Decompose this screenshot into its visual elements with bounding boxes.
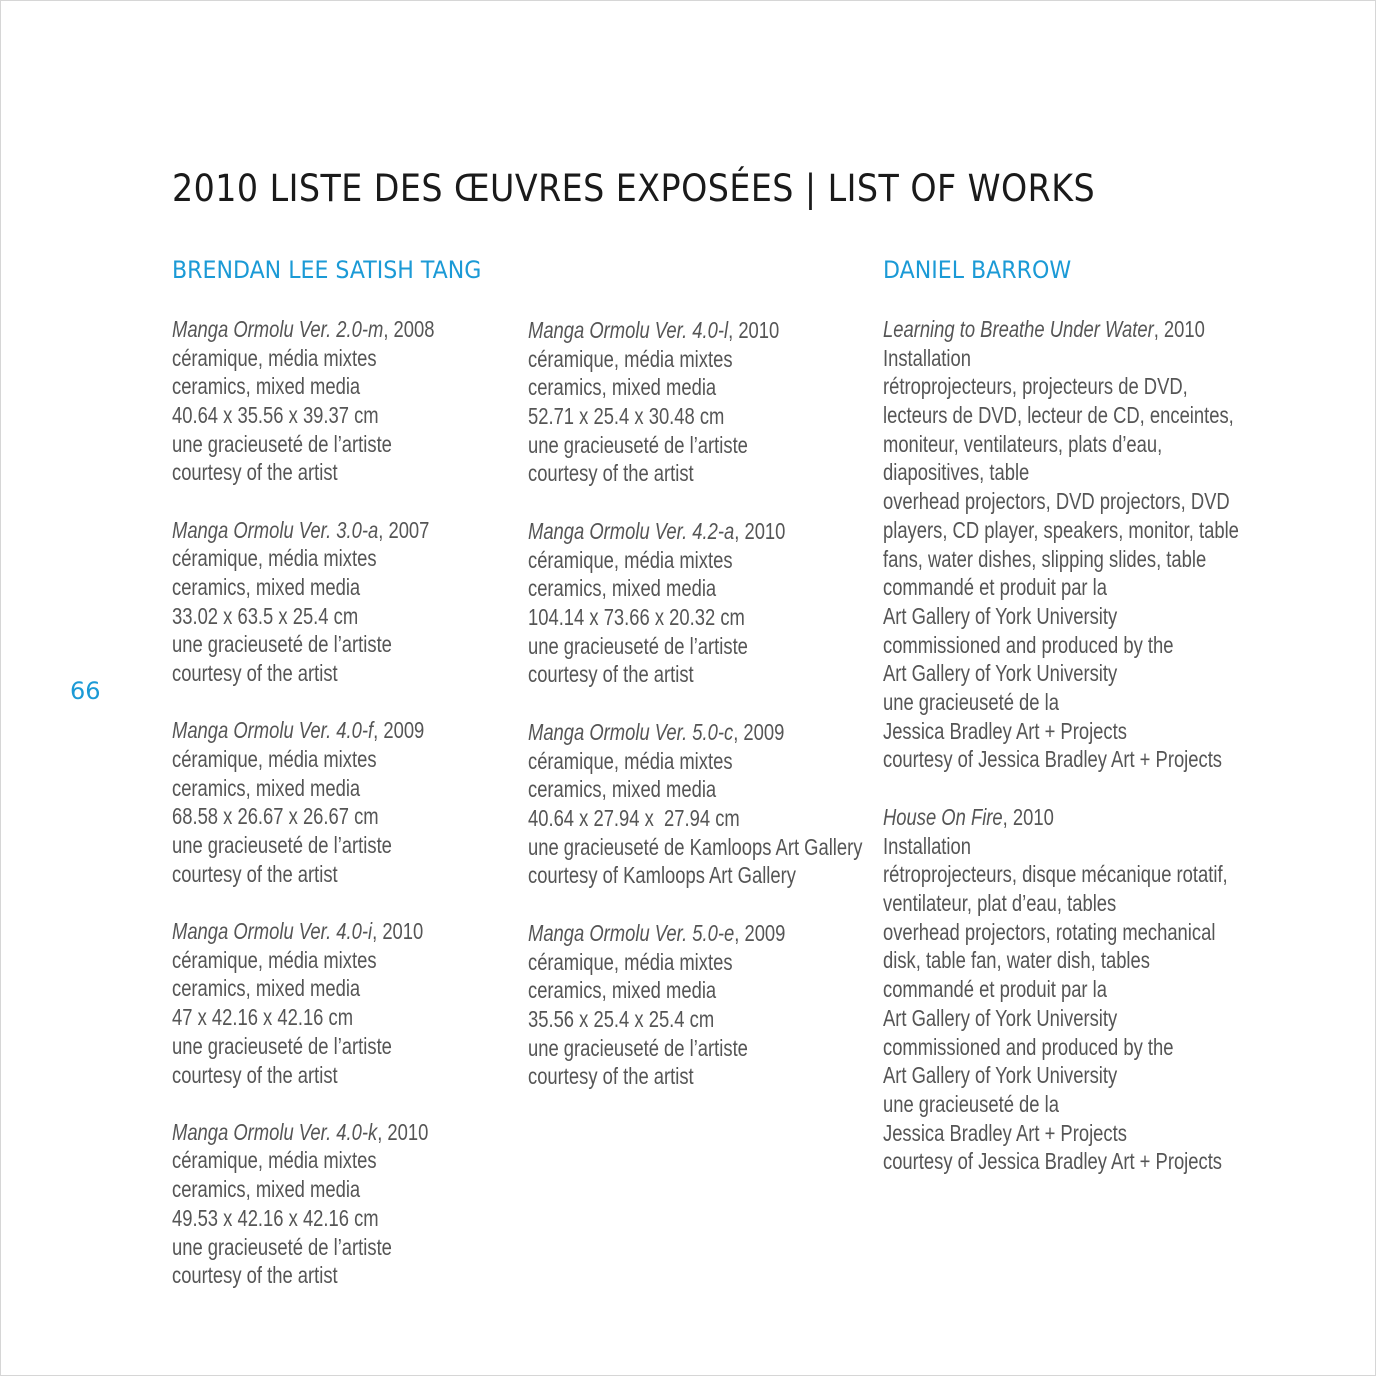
work-dimensions: 52.71 x 25.4 x 30.48 cm [528, 403, 725, 430]
work-entry [172, 1118, 500, 1319]
work-medium-en: ceramics, mixed media [172, 1176, 361, 1203]
work-medium-en: ceramics, mixed media [528, 575, 717, 602]
work-entry [883, 315, 1328, 803]
work-title: Manga Ormolu Ver. 4.2-a [528, 518, 735, 544]
page-number: 66 [70, 677, 101, 705]
work-medium-fr: céramique, média mixtes [528, 345, 733, 372]
work-medium-fr: céramique, média mixtes [528, 546, 733, 573]
work-entry [172, 315, 500, 516]
work-title: Manga Ormolu Ver. 2.0-m [172, 316, 384, 342]
work-credit-fr: Jessica Bradley Art + Projects [883, 1119, 1127, 1146]
work-materials-fr: moniteur, ventilateurs, plats d’eau, [883, 430, 1163, 457]
work-year: , 2010 [728, 317, 780, 343]
work-dimensions: 68.58 x 26.67 x 26.67 cm [172, 803, 379, 830]
work-year: , 2010 [1002, 804, 1054, 830]
work-credit-en: courtesy of the artist [172, 660, 338, 687]
work-medium-en: ceramics, mixed media [172, 373, 361, 400]
work-credit-en: courtesy of the artist [172, 1262, 338, 1289]
work-year: , 2009 [373, 717, 425, 744]
work-dimensions: 40.64 x 27.94 x 27.94 cm [528, 805, 740, 832]
work-title: Manga Ormolu Ver. 4.0-k [172, 1118, 378, 1145]
work-commission-en: commissioned and produced by the [883, 1033, 1174, 1060]
work-medium-en: ceramics, mixed media [528, 374, 717, 401]
work-year: , 2007 [378, 516, 430, 543]
work-credit-fr: une gracieuseté de l’artiste [528, 632, 748, 659]
work-commission-en: commissioned and produced by the [883, 631, 1174, 658]
work-entry [172, 516, 500, 717]
work-materials-fr: lecteurs de DVD, lecteur de CD, enceintes, [883, 402, 1234, 429]
work-credit-fr: une gracieuseté de l’artiste [528, 1034, 748, 1061]
work-medium-fr: céramique, média mixtes [172, 946, 377, 973]
work-year: , 2008 [383, 316, 435, 342]
work-entry [172, 917, 500, 1118]
work-credit-en: courtesy of the artist [528, 1063, 694, 1090]
work-medium-fr: céramique, média mixtes [528, 747, 733, 774]
work-materials-fr: rétroprojecteurs, projecteurs de DVD, [883, 373, 1188, 400]
work-commission-fr: commandé et produit par la [883, 574, 1107, 601]
work-title: House On Fire [883, 804, 1003, 830]
work-medium-en: ceramics, mixed media [172, 574, 361, 601]
work-year: , 2009 [734, 920, 786, 946]
work-credit-en: courtesy of Kamloops Art Gallery [528, 862, 796, 889]
work-entry [883, 803, 1328, 1176]
work-title: Manga Ormolu Ver. 4.0-l [528, 317, 729, 343]
work-credit-fr: une gracieuseté de l’artiste [172, 832, 392, 859]
work-medium-en: ceramics, mixed media [528, 977, 717, 1004]
work-credit-en: courtesy of the artist [172, 459, 338, 486]
work-medium-en: ceramics, mixed media [172, 774, 361, 801]
work-materials-fr: ventilateur, plat d’eau, tables [883, 890, 1117, 917]
work-credit-fr: une gracieuseté de l’artiste [528, 431, 748, 458]
work-commission-fr: Art Gallery of York University [883, 1004, 1118, 1031]
work-credit-en: courtesy of the artist [172, 1061, 338, 1088]
work-commission-en: Art Gallery of York University [883, 1062, 1118, 1089]
work-type: Installation [883, 344, 971, 371]
page-title: 2010 LISTE DES ŒUVRES EXPOSÉES | LIST OF WORKS [172, 167, 1096, 210]
work-title: Manga Ormolu Ver. 3.0-a [172, 516, 379, 543]
work-materials-en: players, CD player, speakers, monitor, table [883, 516, 1239, 543]
work-year: , 2010 [377, 1118, 429, 1145]
work-type: Installation [883, 832, 971, 859]
work-materials-en: overhead projectors, rotating mechanical [883, 918, 1216, 945]
work-credit-en: courtesy of the artist [528, 661, 694, 688]
work-dimensions: 49.53 x 42.16 x 42.16 cm [172, 1204, 379, 1231]
work-title: Learning to Breathe Under Water [883, 316, 1154, 342]
work-year: , 2010 [734, 518, 786, 544]
work-materials-en: overhead projectors, DVD projectors, DVD [883, 488, 1230, 515]
work-materials-fr: diapositives, table [883, 459, 1030, 486]
work-year: , 2009 [733, 719, 785, 745]
work-entry [172, 716, 500, 917]
work-dimensions: 47 x 42.16 x 42.16 cm [172, 1004, 354, 1031]
work-credit-fr: Jessica Bradley Art + Projects [883, 717, 1127, 744]
work-credit-fr: une gracieuseté de la [883, 688, 1059, 715]
work-materials-en: fans, water dishes, slipping slides, table [883, 545, 1207, 572]
work-dimensions: 104.14 x 73.66 x 20.32 cm [528, 604, 745, 631]
work-medium-en: ceramics, mixed media [172, 975, 361, 1002]
work-credit-en: courtesy of the artist [528, 460, 694, 487]
work-medium-fr: céramique, média mixtes [528, 948, 733, 975]
work-credit-en: courtesy of Jessica Bradley Art + Projects [883, 1148, 1223, 1175]
artist-heading-daniel-barrow: DANIEL BARROW [883, 256, 1072, 284]
work-dimensions: 40.64 x 35.56 x 39.37 cm [172, 402, 379, 429]
work-medium-fr: céramique, média mixtes [172, 746, 377, 773]
work-credit-fr: une gracieuseté de la [883, 1090, 1059, 1117]
work-credit-en: courtesy of the artist [172, 860, 338, 887]
work-dimensions: 33.02 x 63.5 x 25.4 cm [172, 602, 359, 629]
work-materials-fr: rétroprojecteurs, disque mécanique rotatif, [883, 861, 1228, 888]
artist-heading-brendan-lee-satish-tang: BRENDAN LEE SATISH TANG [172, 256, 482, 284]
work-year: , 2010 [372, 918, 424, 945]
work-credit-fr: une gracieuseté de l’artiste [172, 430, 392, 457]
work-title: Manga Ormolu Ver. 4.0-f [172, 717, 374, 744]
work-commission-fr: Art Gallery of York University [883, 602, 1118, 629]
work-year: , 2010 [1153, 316, 1205, 342]
work-materials-en: disk, table fan, water dish, tables [883, 947, 1150, 974]
works-column-3 [883, 315, 1328, 1176]
work-title: Manga Ormolu Ver. 4.0-i [172, 918, 373, 945]
work-commission-en: Art Gallery of York University [883, 660, 1118, 687]
work-medium-en: ceramics, mixed media [528, 776, 717, 803]
work-commission-fr: commandé et produit par la [883, 976, 1107, 1003]
work-dimensions: 35.56 x 25.4 x 25.4 cm [528, 1006, 715, 1033]
work-credit-fr: une gracieuseté de l’artiste [172, 1233, 392, 1260]
work-medium-fr: céramique, média mixtes [172, 344, 377, 371]
work-title: Manga Ormolu Ver. 5.0-e [528, 920, 735, 946]
work-credit-en: courtesy of Jessica Bradley Art + Projects [883, 746, 1223, 773]
work-credit-fr: une gracieuseté de Kamloops Art Gallery [528, 833, 863, 860]
works-column-1 [172, 315, 500, 1318]
work-medium-fr: céramique, média mixtes [172, 1147, 377, 1174]
work-title: Manga Ormolu Ver. 5.0-c [528, 719, 734, 745]
work-medium-fr: céramique, média mixtes [172, 545, 377, 572]
work-credit-fr: une gracieuseté de l’artiste [172, 631, 392, 658]
work-credit-fr: une gracieuseté de l’artiste [172, 1032, 392, 1059]
